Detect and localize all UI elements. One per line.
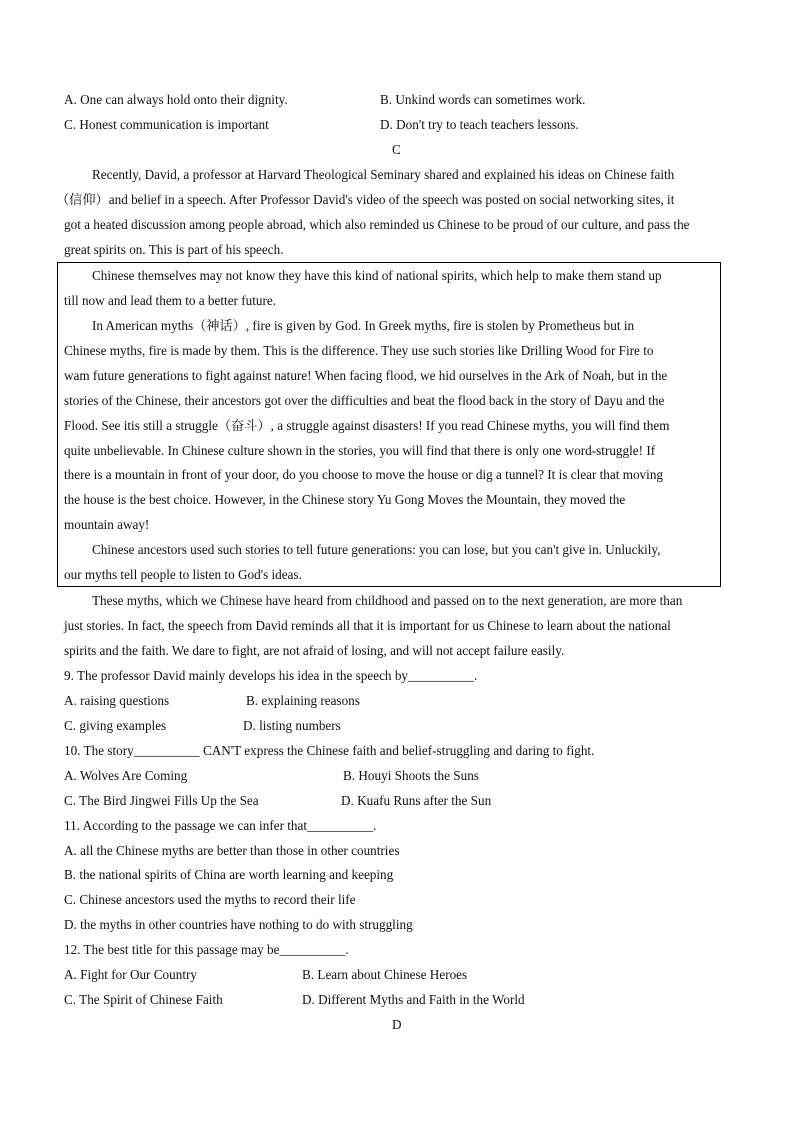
question-option: A. raising questions [64,693,170,708]
question-stem: 11. According to the passage we can infer that__________. [64,818,377,833]
speech-line: Chinese myths, fire is made by them. This is the difference. They use such stories like Drilling Wood for Fire to [64,343,654,358]
speech-line: Chinese ancestors used such stories to tell future generations: you can lose, but you can't give in. Unluckily, [92,542,661,557]
question-option: C. Chinese ancestors used the myths to record their life [64,892,356,907]
question-option: D. Kuafu Runs after the Sun [341,793,492,808]
question-option: D. listing numbers [243,718,341,733]
intro-line: got a heated discussion among people abroad, which also reminded us Chinese to be proud of our culture, and pass the [64,217,690,232]
question-option: D. the myths in other countries have nothing to do with struggling [64,917,413,932]
speech-line: there is a mountain in front of your door, do you choose to move the house or dig a tunnel? It is clear that moving [64,467,664,482]
question-option: C. The Spirit of Chinese Faith [64,992,223,1007]
outro-line: spirits and the faith. We dare to fight, are not afraid of losing, and will not accept failure easily. [64,643,565,658]
question-stem: 9. The professor David mainly develops his idea in the speech by__________. [64,668,478,683]
prev-option-c: C. Honest communication is important [64,117,269,132]
speech-line: the house is the best choice. However, in the Chinese story Yu Gong Moves the Mountain, they moved the [64,492,626,507]
section-d-letter: D [392,1017,402,1032]
question-option: B. explaining reasons [246,693,360,708]
question-option: A. Fight for Our Country [64,967,197,982]
speech-line: wam future generations to fight against nature! When facing flood, we hid ourselves in the Ark of Noah, but in the [64,368,668,383]
speech-line: quite unbelievable. In Chinese culture shown in the stories, you will find that there is only one word-struggle! If [64,443,656,458]
question-option: C. giving examples [64,718,167,733]
prev-option-b: B. Unkind words can sometimes work. [380,92,586,107]
speech-line: In American myths（神话）, fire is given by God. In Greek myths, fire is stolen by Prometheus but in [92,318,635,333]
speech-line: Flood. See itis still a struggle（奋斗）, a struggle against disasters! If you read Chinese myths, you will find them [64,418,670,433]
question-stem: 10. The story__________ CAN'T express the Chinese faith and belief-struggling and daring to fight. [64,743,595,758]
speech-line: mountain away! [64,517,150,532]
intro-line: （信仰）and belief in a speech. After Professor David's video of the speech was posted on social networking sites, it [56,192,675,207]
speech-line: stories of the Chinese, their ancestors got over the difficulties and beat the flood back in the story of Dayu and the [64,393,665,408]
question-option: B. the national spirits of China are worth learning and keeping [64,867,394,882]
outro-line: These myths, which we Chinese have heard from childhood and passed on to the next generation, are more than [92,593,683,608]
prev-option-d: D. Don't try to teach teachers lessons. [380,117,579,132]
speech-line: till now and lead them to a better future. [64,293,277,308]
question-option: D. Different Myths and Faith in the World [302,992,525,1007]
intro-line: great spirits on. This is part of his speech. [64,242,284,257]
question-option: A. all the Chinese myths are better than those in other countries [64,843,400,858]
question-option: B. Houyi Shoots the Suns [343,768,479,783]
question-stem: 12. The best title for this passage may be__________. [64,942,349,957]
question-option: A. Wolves Are Coming [64,768,188,783]
question-option: B. Learn about Chinese Heroes [302,967,468,982]
speech-line: our myths tell people to listen to God's ideas. [64,567,302,582]
speech-line: Chinese themselves may not know they have this kind of national spirits, which help to make them stand up [92,268,662,283]
outro-line: just stories. In fact, the speech from David reminds all that it is important for us Chinese to learn about the national [64,618,671,633]
prev-option-a: A. One can always hold onto their dignity. [64,92,288,107]
question-option: C. The Bird Jingwei Fills Up the Sea [64,793,259,808]
section-c-letter: C [392,142,401,157]
intro-line: Recently, David, a professor at Harvard Theological Seminary shared and explained his ideas on Chinese faith [92,167,675,182]
